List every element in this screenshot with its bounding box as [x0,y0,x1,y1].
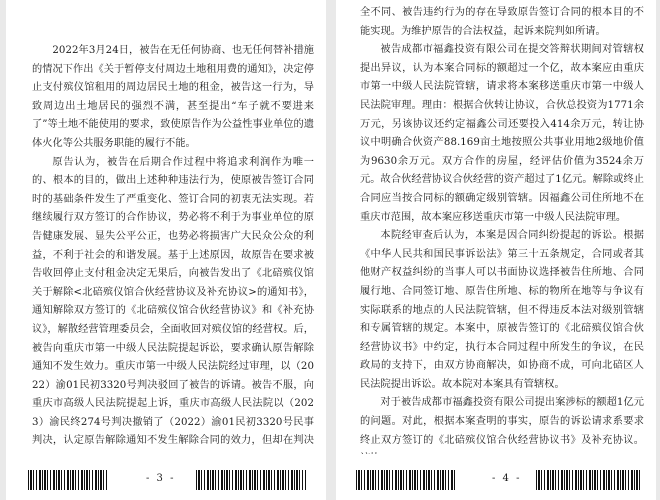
page-4-footer [336,460,656,500]
paragraph: 被告成都市福鑫投资有限公司在提交答辩状期间对管辖权提出异议，认为本案合同标的额超过一个亿，故本案应由重庆市第一中级人民法院管辖，请求将本案移送重庆市第一中级人民法院审理。理由：根据合伙转让协议，合伙总投资为1771余万元，另该协议还约定福鑫公司还要投入414余万元，转让协议中明确合伙资产88.169亩土地按照公共事业用地2级地价值为9630余万元。双方合作的房屋，经评估价值为3524余万元。故合伙经营协议合伙经营的资产超过了1亿元。解除或终止合同应当按合同标的额确定级别管辖。因福鑫公司住所地不在重庆市范围，故本案应移送重庆市第一中级人民法院审理。 [360,44,644,223]
page-3-body [32,42,314,450]
page-number: - 3 - [146,473,176,484]
barcode-icon [356,470,456,490]
barcode-icon [536,470,640,490]
page-4 [336,0,656,500]
page-3-footer [6,460,326,500]
paragraph: 本院经审查后认为，本案是因合同纠纷提起的诉讼。根据《中华人民共和国民事诉讼法》第三十五条规定，合同或者其他财产权益纠纷的当事人可以书面协议选择被告住所地、合同履行地、合同签订地、原告住所地、标的物所在地等与争议有实际联系的地点的人民法院管辖，但不得违反本法对级别管辖和专属管辖的规定。本案中，原被告签订的《北碚殡仪馆合伙经营协议书》中约定，执行本合同过程中所发生的争议，在民政局的支持下，由双方协商解决，如协商不成，可向北碚区人民法院提出诉讼。故本院对本案具有管辖权。 [360,230,644,390]
barcode-icon [28,470,108,490]
paragraph: 对于被告成都市福鑫投资有限公司提出案涉标的额超1亿元的问题。对此，根据本案查明的事实，原告的诉讼请求系要求终止双方签订的《北碚殡仪馆合伙经营协议书》及补充协议。 [360,397,644,446]
paragraph: 2022年3月24日，被告在无任何协商、也无任何替补措施的情况下作出《关于暂停支付周边土地租用费的通知》，决定停止支付殡仪馆租用的周边居民土地的租金，被告这一行为，导致周边出土地居民的强烈不满，甚至提出“车子就不要进来了”等土地不能使用的要求，致使原告作为公益性事业单位的遗体火化等公共服务职能的履行不能。 [32,45,314,149]
paragraph: 全不同、被告违约行为的存在导致原告签订合同的根本目的不能实现。为维护原告的合法权益，起诉来院判如所请。 [360,7,644,37]
page-4-body [360,4,644,454]
page-3 [6,0,326,500]
page-number: - 4 - [492,473,522,484]
paragraph: 原告认为，被告在后期合作过程中将追求利润作为唯一的、根本的目的，做出上述种种违法行为，使原被告签订合同时的基础条件发生了严重变化、签订合同的初衷无法实现。若继续履行双方签订的合作协议，势必将不利于为事业单位的原告健康发展、显失公平公正，也势必将损害广大民众公众的利益，不利于社会的和谐发展。基于上述原因，故原告在要求被告收回停止支付租金决定无果后，向被告发出了《北碚殡仪馆关于解除<北碚殡仪馆合伙经营协议及补充协议>的通知书》，通知解除双方签订的《北碚殡仪馆合伙经营协议》和《补充协议》，解散经营管理委员会，全面收回对殡仪馆的经营权。后，被告向重庆市第一中级人民法院提起诉讼，要求确认原告解除通知不发生效力。重庆市第一中级人民法院经过审理，以（2022）渝01民初3320号判决驳回了被告的诉请。被告不服，向重庆市高级人民法院提起上诉，重庆市高级人民法院以（2023）渝民终274号判决撤销了（2022）渝01民初3320号民事判决，认定原告解除通知不发生解除合同的效力，但却在判决 [32,156,314,447]
barcode-icon [196,470,306,490]
